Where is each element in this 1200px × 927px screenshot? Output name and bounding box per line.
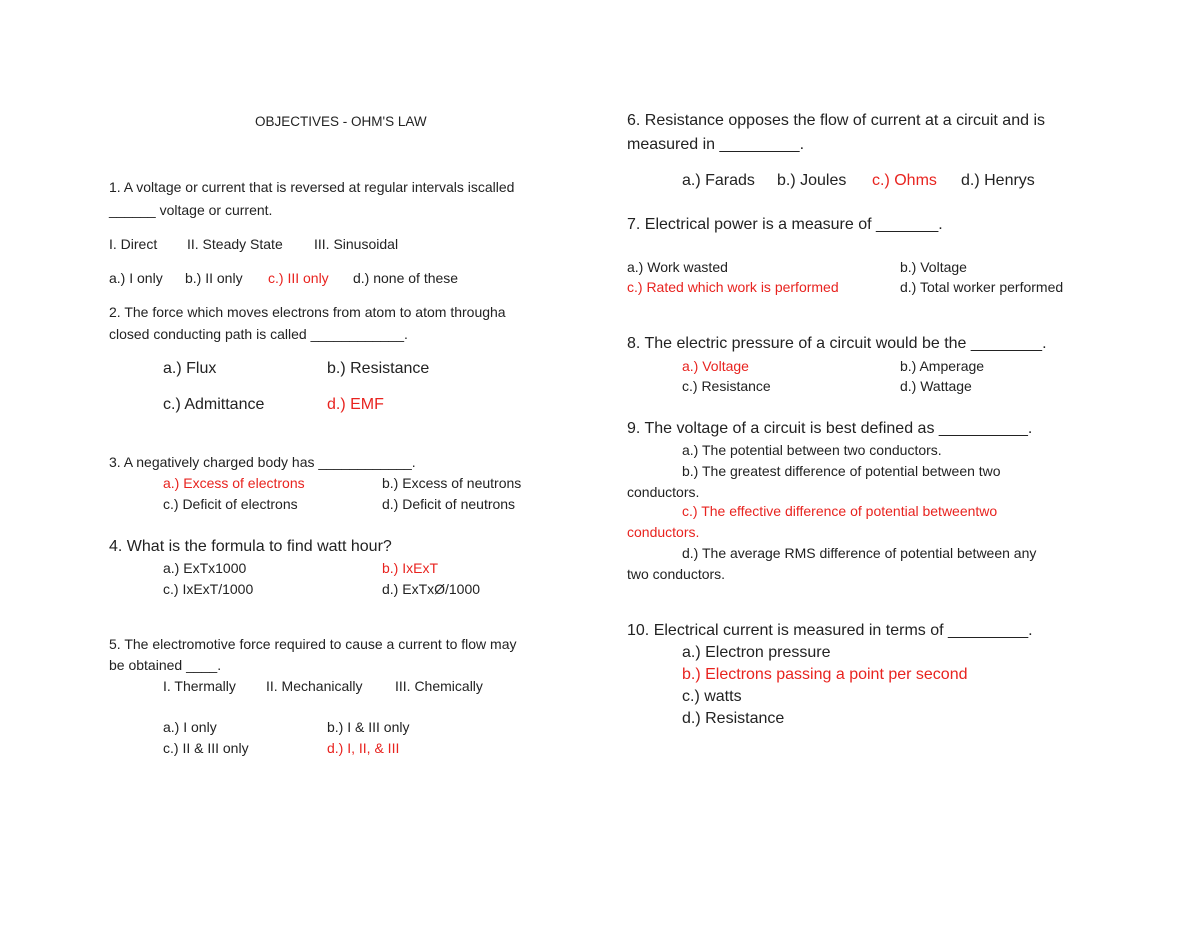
question-2-choice-a: a.) Flux [163,360,217,377]
question-1-option-2: II. Steady State [187,236,283,252]
question-2-choice-b: b.) Resistance [327,360,430,377]
question-1-choice-d: d.) none of these [353,270,459,286]
question-4-text: 4. What is the formula to find watt hour? [109,538,392,555]
page-title: OBJECTIVES - OHM'S LAW [255,114,427,129]
question-5-text-line1: 5. The electromotive force required to cause a current to flow may [109,636,517,652]
question-8-choice-c: c.) Resistance [682,378,771,394]
question-9-choice-a: a.) The potential between two conductors. [682,442,942,458]
question-1-option-3: III. Sinusoidal [314,236,399,252]
question-5-choice-b: b.) I & III only [327,719,410,735]
question-9-choice-c-answer-line1: c.) The effective difference of potential betweentwo [682,503,998,519]
question-5-choice-c: c.) II & III only [163,740,249,756]
question-4-choice-b-answer: b.) IxExT [382,560,439,576]
question-5-option-1: I. Thermally [163,678,236,694]
question-9-choice-d-line1: d.) The average RMS difference of potential between any [682,545,1037,561]
question-6-choice-b: b.) Joules [777,172,847,189]
question-1-choice-c-answer: c.) III only [268,270,329,286]
question-1-text-line2: ______ voltage or current. [109,202,273,218]
question-7-choice-b: b.) Voltage [900,259,967,275]
question-1-text-line1: 1. A voltage or current that is reversed at regular intervals iscalled [109,179,515,195]
question-2-choice-d-answer: d.) EMF [327,396,384,413]
question-6-text-line2: measured in _________. [627,136,805,153]
question-1-choice-a: a.) I only [109,270,163,286]
question-2-text-line1: 2. The force which moves electrons from atom to atom througha [109,304,506,320]
question-3-choice-a-answer: a.) Excess of electrons [163,475,305,491]
question-10-text: 10. Electrical current is measured in terms of _________. [627,622,1033,639]
question-9-choice-b-line1: b.) The greatest difference of potential between two [682,463,1001,479]
question-7-choice-c-answer: c.) Rated which work is performed [627,279,839,295]
question-4-choice-d: d.) ExTxØ/1000 [382,581,481,597]
question-9-choice-c-answer-line2: conductors. [627,524,700,540]
question-3-choice-d: d.) Deficit of neutrons [382,496,516,512]
question-6-choice-d: d.) Henrys [961,172,1035,189]
question-5-text-line2: be obtained ____. [109,657,222,673]
question-6-choice-a: a.) Farads [682,172,755,189]
question-9-choice-d-line2: two conductors. [627,566,726,582]
question-1-choice-b: b.) II only [185,270,243,286]
question-3-choice-c: c.) Deficit of electrons [163,496,298,512]
question-8-choice-b: b.) Amperage [900,358,985,374]
question-10-choice-c: c.) watts [682,688,742,705]
question-9-text: 9. The voltage of a circuit is best defined as __________. [627,420,1033,437]
question-7-choice-a: a.) Work wasted [627,259,728,275]
question-7-choice-d: d.) Total worker performed [900,279,1064,295]
question-5-choice-a: a.) I only [163,719,217,735]
question-10-choice-a: a.) Electron pressure [682,644,831,661]
question-4-choice-a: a.) ExTx1000 [163,560,247,576]
question-7-text: 7. Electrical power is a measure of _______. [627,216,943,233]
question-4-choice-c: c.) IxExT/1000 [163,581,254,597]
question-6-text-line1: 6. Resistance opposes the flow of current at a circuit and is [627,112,1045,129]
question-5-option-3: III. Chemically [395,678,483,694]
question-6-choice-c-answer: c.) Ohms [872,172,937,189]
question-1-option-1: I. Direct [109,236,158,252]
question-3-text: 3. A negatively charged body has ____________. [109,454,416,470]
question-10-choice-b-answer: b.) Electrons passing a point per second [682,666,968,683]
question-8-choice-a-answer: a.) Voltage [682,358,749,374]
question-5-choice-d-answer: d.) I, II, & III [327,740,400,756]
question-2-choice-c: c.) Admittance [163,396,265,413]
question-10-choice-d: d.) Resistance [682,710,785,727]
question-2-text-line2: closed conducting path is called ____________. [109,326,408,342]
question-9-choice-b-line2: conductors. [627,484,700,500]
question-5-option-2: II. Mechanically [266,678,363,694]
question-8-text: 8. The electric pressure of a circuit would be the ________. [627,335,1047,352]
question-3-choice-b: b.) Excess of neutrons [382,475,522,491]
question-8-choice-d: d.) Wattage [900,378,972,394]
